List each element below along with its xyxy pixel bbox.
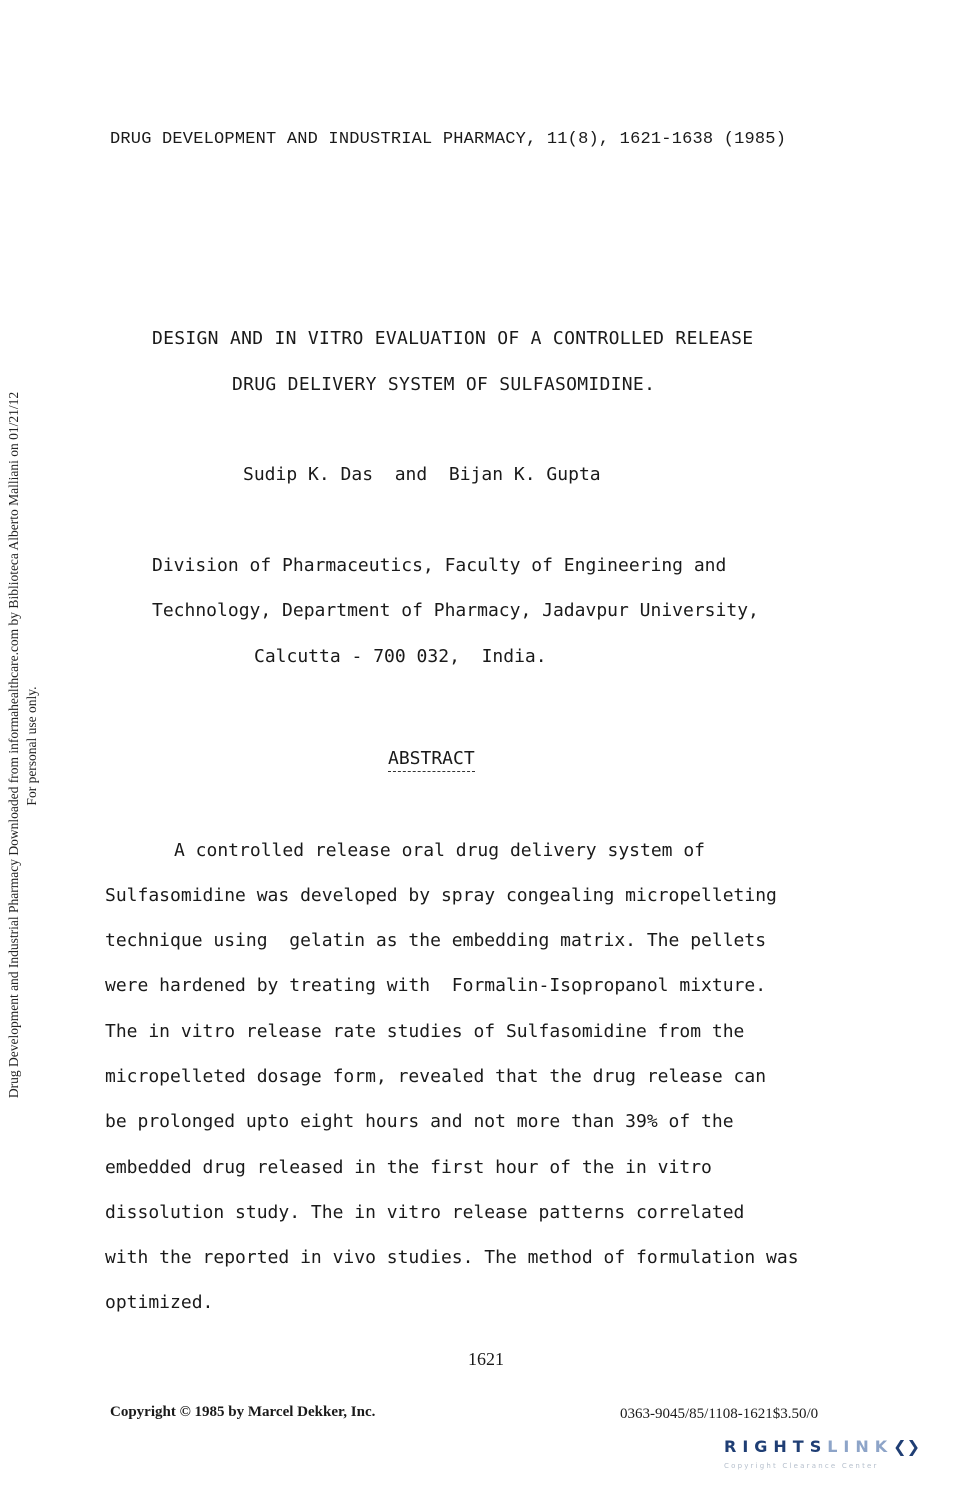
abstract-line: were hardened by treating with Formalin-Isopropanol mixture. (105, 975, 767, 996)
abstract-line: dissolution study. The in vitro release patterns correlated (105, 1202, 745, 1223)
title-line-1: DESIGN AND IN VITRO EVALUATION OF A CONTROLLED RELEASE (152, 328, 754, 349)
abstract-line: A controlled release oral drug delivery system of (174, 840, 706, 861)
affiliation-line-2: Technology, Department of Pharmacy, Jadavpur University, (152, 600, 759, 621)
abstract-line: The in vitro release rate studies of Sulfasomidine from the (105, 1021, 745, 1042)
journal-header: DRUG DEVELOPMENT AND INDUSTRIAL PHARMACY, 11(8), 1621-1638 (1985) (110, 130, 787, 149)
copyright-notice: Copyright © 1985 by Marcel Dekker, Inc. (110, 1404, 376, 1420)
affiliation-line-1: Division of Pharmaceutics, Faculty of Engineering and (152, 555, 727, 576)
abstract-line: micropelleted dosage form, revealed that the drug release can (105, 1066, 767, 1087)
rightslink-tagline: Copyright Clearance Center (724, 1462, 879, 1470)
page-number: 1621 (468, 1349, 504, 1369)
abstract-line: with the reported in vivo studies. The method of formulation was (105, 1247, 799, 1268)
abstract-line: embedded drug released in the first hour of the in vitro (105, 1157, 712, 1178)
download-notice: Drug Development and Industrial Pharmacy Downloaded from informahealthcare.com by Biblioteca Alberto Malliani on 01/21/12 (6, 391, 21, 1099)
rightslink-logo[interactable] (724, 1437, 920, 1456)
abstract-heading: ABSTRACT (388, 748, 475, 772)
abstract-line: be prolonged upto eight hours and not more than 39% of the (105, 1111, 734, 1132)
rightslink-logo-light: LINK (827, 1437, 894, 1456)
affiliation-line-3: Calcutta - 700 032, India. (254, 646, 547, 667)
abstract-line: technique using gelatin as the embedding matrix. The pellets (105, 930, 767, 951)
title-line-2: DRUG DELIVERY SYSTEM OF SULFASOMIDINE. (232, 374, 656, 395)
personal-use-notice: For personal use only. (24, 686, 39, 806)
rightslink-logo-dark: RIGHTS (724, 1437, 828, 1456)
article-code: 0363-9045/85/1108-1621$3.50/0 (620, 1406, 819, 1422)
abstract-line: Sulfasomidine was developed by spray congealing micropelleting (105, 885, 777, 906)
rightslink-mark-icon: ❮❯ (893, 1437, 920, 1456)
authors: Sudip K. Das and Bijan K. Gupta (243, 464, 601, 485)
abstract-line: optimized. (105, 1292, 214, 1313)
